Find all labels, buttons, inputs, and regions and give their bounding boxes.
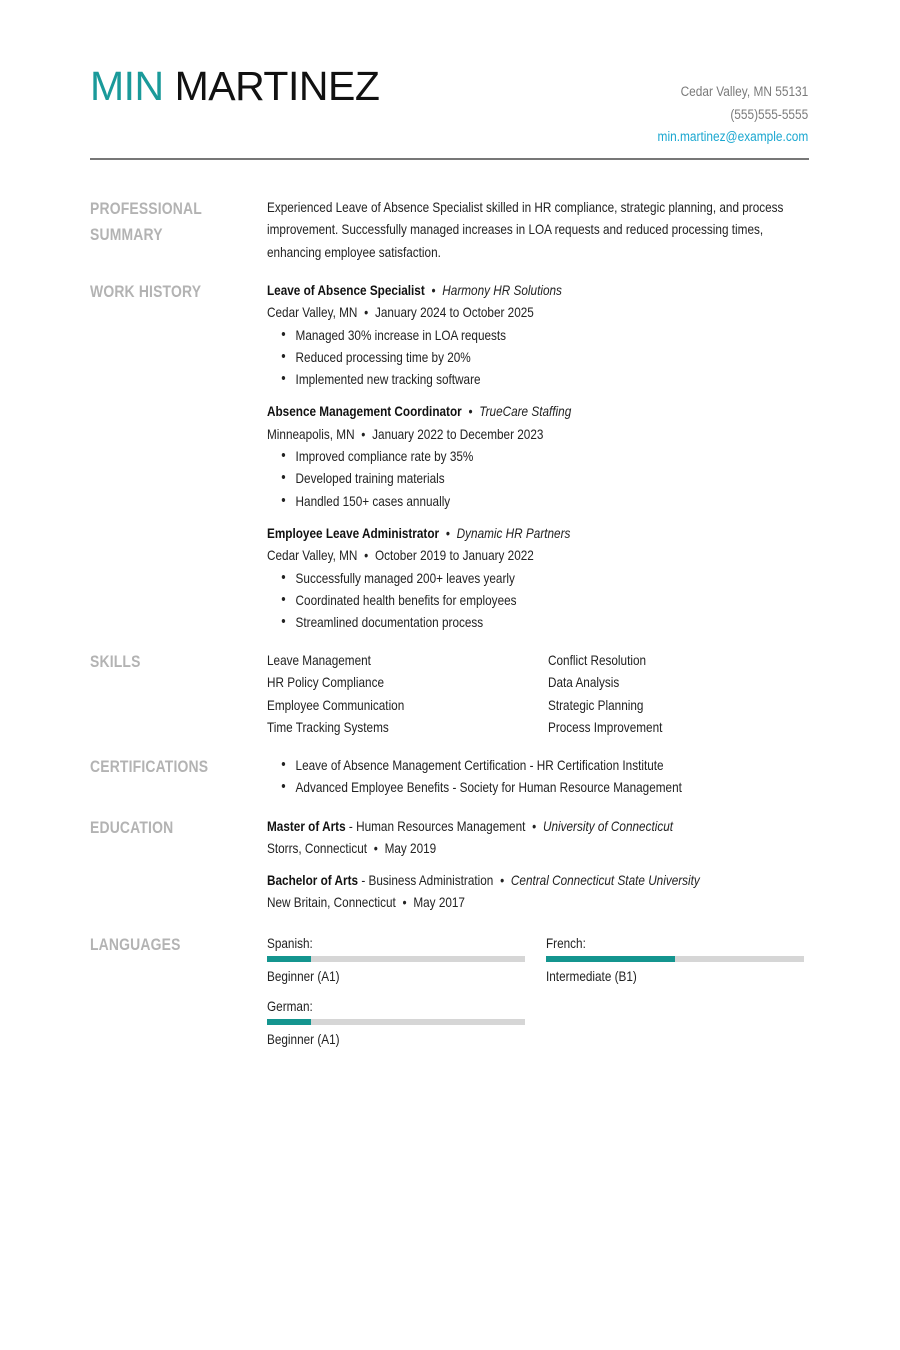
languages-body: [267, 932, 812, 1050]
job-bullets: [267, 445, 725, 512]
separator-dot: •: [373, 840, 378, 857]
languages-grid: [267, 932, 812, 1050]
separator-dot: •: [532, 818, 537, 834]
job-location: Cedar Valley, MN: [267, 304, 358, 321]
last-name: MARTINEZ: [174, 63, 380, 109]
degree: Master of Arts: [267, 818, 346, 834]
skill-item: Data Analysis: [548, 674, 620, 691]
job-title: Employee Leave Administrator: [267, 524, 440, 541]
field-of-study: - Business Administration: [358, 871, 494, 888]
school: University of Connecticut: [542, 818, 674, 834]
separator-dot: •: [364, 304, 369, 321]
bullet-item: • Reduced processing time by 20%: [296, 346, 725, 368]
job-entry: [267, 400, 725, 511]
language-proficiency-bar: [546, 956, 804, 962]
skill-item: Leave Management: [267, 652, 371, 668]
language-proficiency-bar: [267, 956, 525, 962]
candidate-name: [90, 62, 379, 110]
separator-dot: •: [402, 893, 407, 910]
school: Central Connecticut State University: [510, 871, 700, 888]
certifications-body: [267, 754, 812, 799]
job-bullets: [267, 567, 725, 634]
summary-text: Experienced Leave of Absence Specialist skilled in HR compliance, strategic planning, and process improvement. Successfully managed increases in LOA requests and reduced processing times, enhancing employee satisfaction.: [267, 199, 784, 260]
language-level: Beginner (A1): [267, 1031, 340, 1047]
job-dates: October 2019 to January 2022: [374, 547, 534, 564]
bullet-item: • Managed 30% increase in LOA requests: [296, 324, 725, 346]
job-company: TrueCare Staffing: [479, 403, 572, 420]
skill-item: Strategic Planning: [548, 696, 644, 713]
degree: Bachelor of Arts: [267, 871, 359, 888]
field-of-study: - Human Resources Management: [345, 818, 526, 834]
language-level: Intermediate (B1): [546, 968, 637, 984]
certification-item: • Advanced Employee Benefits - Society for Human Resource Management: [296, 776, 725, 798]
separator-dot: •: [361, 425, 366, 442]
language-name: French:: [546, 935, 586, 951]
skill-item: Time Tracking Systems: [267, 718, 389, 735]
job-title: Absence Management Coordinator: [267, 403, 462, 420]
skill-item: Process Improvement: [548, 718, 663, 735]
work-history-body: [267, 279, 812, 643]
contact-email[interactable]: min.martinez@example.com: [657, 129, 808, 144]
summary-body: [267, 196, 812, 263]
bullet-item: • Successfully managed 200+ leaves yearly: [296, 567, 725, 589]
skills-body: [267, 649, 812, 738]
language-name: Spanish:: [267, 935, 313, 951]
language-item-french: [546, 932, 804, 987]
job-location: Minneapolis, MN: [267, 425, 355, 442]
section-title-summary: [90, 196, 221, 248]
separator-dot: •: [364, 547, 369, 564]
school-location: Storrs, Connecticut: [267, 840, 368, 857]
job-dates: January 2022 to December 2023: [372, 425, 544, 442]
skill-item: HR Policy Compliance: [267, 674, 384, 691]
summary-title-line2: SUMMARY: [90, 225, 163, 244]
separator-dot: •: [431, 282, 436, 298]
school-location: New Britain, Connecticut: [267, 893, 396, 910]
separator-dot: •: [445, 524, 450, 541]
job-entry: [267, 279, 725, 390]
language-level: Beginner (A1): [267, 968, 340, 984]
graduation-date: May 2017: [413, 893, 465, 910]
skill-item: Employee Communication: [267, 696, 405, 713]
language-item-german: [267, 995, 525, 1050]
contact-info: [657, 81, 808, 149]
language-proficiency-fill: [546, 956, 675, 962]
education-body: [267, 815, 812, 922]
education-entry: [267, 815, 725, 860]
first-name: MIN: [90, 63, 164, 109]
language-proficiency-fill: [267, 1019, 311, 1025]
bullet-item: • Streamlined documentation process: [296, 611, 725, 633]
header-divider: [90, 158, 809, 160]
contact-location: Cedar Valley, MN 55131: [680, 84, 808, 99]
language-proficiency-fill: [267, 956, 311, 962]
certification-list: [267, 754, 725, 799]
section-title-languages: LANGUAGES: [90, 935, 181, 954]
language-proficiency-bar: [267, 1019, 525, 1025]
skills-grid: [267, 649, 812, 738]
bullet-item: • Developed training materials: [296, 467, 725, 489]
job-company: Harmony HR Solutions: [442, 282, 562, 298]
bullet-item: • Implemented new tracking software: [296, 368, 725, 390]
summary-title-line1: PROFESSIONAL: [90, 199, 202, 218]
section-title-skills: SKILLS: [90, 652, 141, 671]
language-item-spanish: [267, 932, 525, 987]
skill-item: Conflict Resolution: [548, 652, 647, 668]
separator-dot: •: [468, 403, 473, 420]
job-dates: January 2024 to October 2025: [374, 304, 534, 321]
job-bullets: [267, 324, 725, 391]
education-entry: [267, 869, 725, 914]
separator-dot: •: [500, 871, 505, 888]
job-title: Leave of Absence Specialist: [267, 282, 425, 298]
certification-item: • Leave of Absence Management Certification - HR Certification Institute: [296, 754, 725, 776]
contact-phone: (555)555-5555: [730, 106, 808, 122]
graduation-date: May 2019: [384, 840, 437, 857]
job-company: Dynamic HR Partners: [456, 524, 571, 541]
section-title-education: EDUCATION: [90, 818, 174, 837]
job-location: Cedar Valley, MN: [267, 547, 358, 564]
section-title-work-history: WORK HISTORY: [90, 282, 202, 301]
section-title-certifications: CERTIFICATIONS: [90, 757, 209, 776]
job-entry: [267, 522, 725, 633]
bullet-item: • Coordinated health benefits for employees: [296, 589, 725, 611]
language-name: German:: [267, 998, 313, 1014]
bullet-item: • Improved compliance rate by 35%: [296, 445, 725, 467]
bullet-item: • Handled 150+ cases annually: [296, 490, 725, 512]
